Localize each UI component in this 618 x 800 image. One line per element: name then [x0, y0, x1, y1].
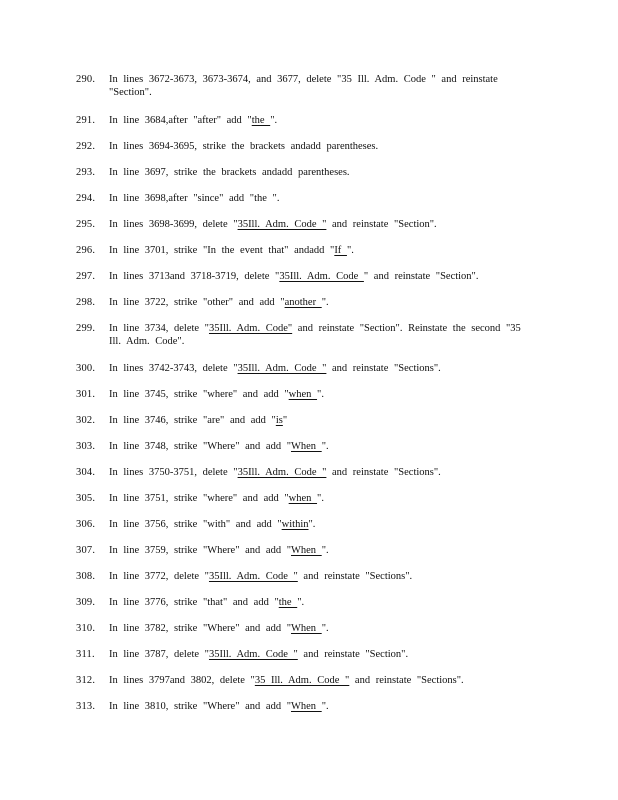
instruction-text: In line 3701, strike "In the event that" andadd ": [109, 245, 335, 256]
instruction-text: and reinstate "Sections".: [297, 571, 413, 582]
instruction-text: ".: [321, 297, 329, 308]
instruction-text: In line 3746, strike "are" and add ": [109, 415, 276, 426]
inserted-text: within: [281, 519, 309, 530]
instruction-text: and reinstate "Sections".: [349, 675, 464, 686]
instruction-text: ".: [346, 245, 354, 256]
amendment-text: [109, 322, 537, 348]
amendment-number: 290.: [76, 74, 96, 85]
instruction-text: and reinstate "Sections".: [326, 467, 441, 478]
inserted-text: when: [288, 493, 318, 504]
instruction-text: In line 3698,after "since" add "the: [109, 193, 273, 204]
amendment-number: 293.: [76, 167, 96, 178]
amendment-number: 304.: [76, 467, 96, 478]
inserted-text: When: [290, 545, 322, 556]
instruction-text: In line 3745, strike "where" and add ": [109, 389, 289, 400]
amendment-text: [109, 114, 537, 127]
instruction-text: ".: [321, 441, 329, 452]
amendment-number: 291.: [76, 115, 96, 126]
amendment-text: [109, 244, 537, 257]
amendment-text: [109, 596, 537, 609]
amendment-number: 305.: [76, 493, 96, 504]
amendment-text: [109, 218, 537, 231]
instruction-text: In line 3751, strike "where" and add ": [109, 493, 289, 504]
amendment-text: [109, 648, 537, 661]
amendment-number: 295.: [76, 219, 96, 230]
instruction-text: and reinstate "Sections".: [326, 363, 441, 374]
instruction-text: In line 3684,after "after" add ": [109, 115, 252, 126]
inserted-text: 35Ill. Adm. Code ": [237, 363, 327, 374]
inserted-text: 35Ill. Adm. Code ": [208, 571, 298, 582]
amendment-number: 311.: [76, 649, 95, 660]
instruction-text: In lines 3750-3751, delete ": [109, 467, 238, 478]
inserted-text: 35Ill. Adm. Code ": [237, 467, 327, 478]
inserted-text: When: [290, 701, 322, 712]
amendment-text: [109, 166, 537, 179]
amendment-text: [109, 388, 537, 401]
instruction-text: In line 3734, delete ": [109, 323, 209, 334]
instruction-text: ".: [272, 193, 280, 204]
instruction-text: and reinstate "Section".: [297, 649, 409, 660]
instruction-text: In line 3756, strike "with" and add ": [109, 519, 282, 530]
amendment-text: [109, 466, 537, 479]
amendment-number: 308.: [76, 571, 96, 582]
instruction-text: ".: [321, 701, 329, 712]
inserted-text: 35 Ill. Adm. Code ": [254, 675, 350, 686]
amendment-text: [109, 570, 537, 583]
inserted-text: When: [290, 623, 322, 634]
amendment-text: [109, 440, 537, 453]
amendment-number: 296.: [76, 245, 96, 256]
instruction-text: In lines 3672-3673, 3673-3674, and 3677, delete "35 Ill. Adm. Code " and reinstate "Section".: [109, 74, 498, 98]
instruction-text: In line 3782, strike "Where" and add ": [109, 623, 291, 634]
instruction-text: ".: [297, 597, 305, 608]
instruction-text: " and reinstate "Section".: [363, 271, 479, 282]
amendment-number: 303.: [76, 441, 96, 452]
amendment-number: 306.: [76, 519, 96, 530]
amendment-text: [109, 622, 537, 635]
instruction-text: In line 3776, strike "that" and add ": [109, 597, 279, 608]
inserted-text: the: [278, 597, 298, 608]
amendment-number: 298.: [76, 297, 96, 308]
inserted-text: If: [334, 245, 347, 256]
amendment-text: [109, 73, 537, 99]
instruction-text: In line 3810, strike "Where" and add ": [109, 701, 291, 712]
inserted-text: when: [288, 389, 318, 400]
amendment-text: [109, 270, 537, 283]
instruction-text: and reinstate "Section".: [326, 219, 437, 230]
instruction-text: ".: [321, 545, 329, 556]
instruction-text: ".: [317, 389, 324, 400]
amendment-text: [109, 674, 537, 687]
amendment-number: 299.: [76, 323, 96, 334]
instruction-text: In lines 3698-3699, delete ": [109, 219, 238, 230]
instruction-text: In line 3772, delete ": [109, 571, 209, 582]
instruction-text: In line 3759, strike "Where" and add ": [109, 545, 291, 556]
instruction-text: In line 3748, strike "Where" and add ": [109, 441, 291, 452]
inserted-text: 35Ill. Adm. Code: [279, 271, 364, 282]
instruction-text: In lines 3797and 3802, delete ": [109, 675, 255, 686]
instruction-text: ".: [321, 623, 329, 634]
inserted-text: 35Ill. Adm. Code": [208, 323, 293, 334]
inserted-text: is: [275, 415, 283, 426]
instruction-text: ".: [270, 115, 278, 126]
amendment-number: 302.: [76, 415, 96, 426]
amendment-number: 309.: [76, 597, 96, 608]
amendment-text: [109, 362, 537, 375]
inserted-text: 35Ill. Adm. Code ": [208, 649, 298, 660]
instruction-text: In lines 3694-3695, strike the brackets andadd parentheses.: [109, 141, 379, 152]
amendment-number: 300.: [76, 363, 96, 374]
amendment-text: [109, 192, 537, 205]
amendment-number: 294.: [76, 193, 96, 204]
instruction-text: In line 3697, strike the brackets andadd parentheses.: [109, 167, 350, 178]
instruction-text: ".: [317, 493, 324, 504]
amendment-number: 297.: [76, 271, 96, 282]
instruction-text: ": [282, 415, 288, 426]
amendment-text: [109, 544, 537, 557]
inserted-text: 35Ill. Adm. Code ": [237, 219, 327, 230]
amendment-text: [109, 296, 537, 309]
inserted-text: the: [251, 115, 271, 126]
amendment-number: 313.: [76, 701, 96, 712]
amendment-text: [109, 492, 537, 505]
amendment-text: [109, 414, 537, 427]
instruction-text: In line 3787, delete ": [109, 649, 209, 660]
inserted-text: When: [290, 441, 322, 452]
amendment-text: [109, 140, 537, 153]
instruction-text: In line 3722, strike "other" and add ": [109, 297, 285, 308]
amendment-number: 312.: [76, 675, 96, 686]
amendment-number: 307.: [76, 545, 96, 556]
instruction-text: In lines 3742-3743, delete ": [109, 363, 238, 374]
amendment-text: [109, 700, 537, 713]
amendment-number: 310.: [76, 623, 96, 634]
amendment-number: 301.: [76, 389, 96, 400]
instruction-text: and reinstate "Section". Reinstate the second "35 Ill. Adm. Code".: [109, 323, 521, 347]
inserted-text: another: [284, 297, 322, 308]
amendment-text: [109, 518, 537, 531]
instruction-text: ".: [308, 519, 316, 530]
amendment-number: 292.: [76, 141, 96, 152]
instruction-text: In lines 3713and 3718-3719, delete ": [109, 271, 280, 282]
